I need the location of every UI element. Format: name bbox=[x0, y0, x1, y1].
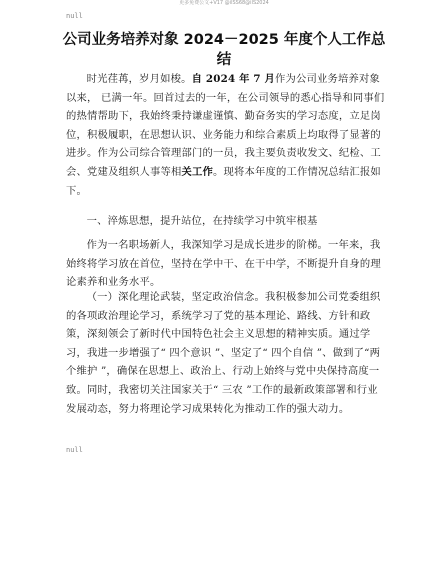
paragraph-intro-part5: 。现将本年度的工作情况总结汇报如下。 bbox=[66, 165, 381, 197]
paragraph-theory: （一）深化理论武装，坚定政治信念。我积极参加公司党委组织的各项政治理论学习，系统学习了党的基本理论、路线、方针和政策，深刻领会了新时代中国特色社会主义思想的精神实质。通过学习，我进一步增强了“ 四个意识 ”、坚定了“ 四个自信 ”、做到了“两个维护 ”，确保在思想上、政治上、行动上始终与党中央保持高度一致。同时，我密切关注国家关于“ 三农 ”工作的最新政策部署和行业发展动态，努力将理论学习成果转化为推动工作的强大动力。 bbox=[66, 291, 381, 415]
paragraph-intro-part1: 时光荏苒，岁月如梭。 bbox=[86, 73, 192, 85]
top-watermark: 更多免费公文+V17 @ilSS68@ilS2024 bbox=[179, 0, 269, 6]
header-null-text: null bbox=[66, 12, 83, 20]
paragraph-intro-part3: 作为公司业务培养对象以来， 已满一年。回首过去的一年，在公司领导的悉心指导和同事们的热情帮助下，我始终秉持谦虚谨慎、勤奋务实的学习态度，立足岗位，积极履职，在思想认识、业务能力和综合素质上均取得了显著的进步。作为公司综合管理部门的一员，我主要负责收发文、纪检、工会、党建及组织人事等相 bbox=[66, 73, 385, 178]
paragraph-intro-emphasis: 关工作 bbox=[181, 165, 213, 178]
paragraph-learning: 作为一名职场新人，我深知学习是成长进步的阶梯。一年来，我始终将学习放在首位，坚持在学中干、在干中学，不断提升自身的理论素养和业务水平。 bbox=[66, 239, 381, 289]
section-heading-1: 一、淬炼思想，提升站位，在持续学习中筑牢根基 bbox=[86, 215, 318, 227]
document-title: 公司业务培养对象 2024－2025 年度个人工作总结 bbox=[62, 32, 386, 68]
paragraph-intro bbox=[66, 70, 388, 200]
footer-null-text: null bbox=[66, 446, 83, 454]
paragraph-intro-date: 自 2024 年 7 月 bbox=[191, 73, 276, 85]
